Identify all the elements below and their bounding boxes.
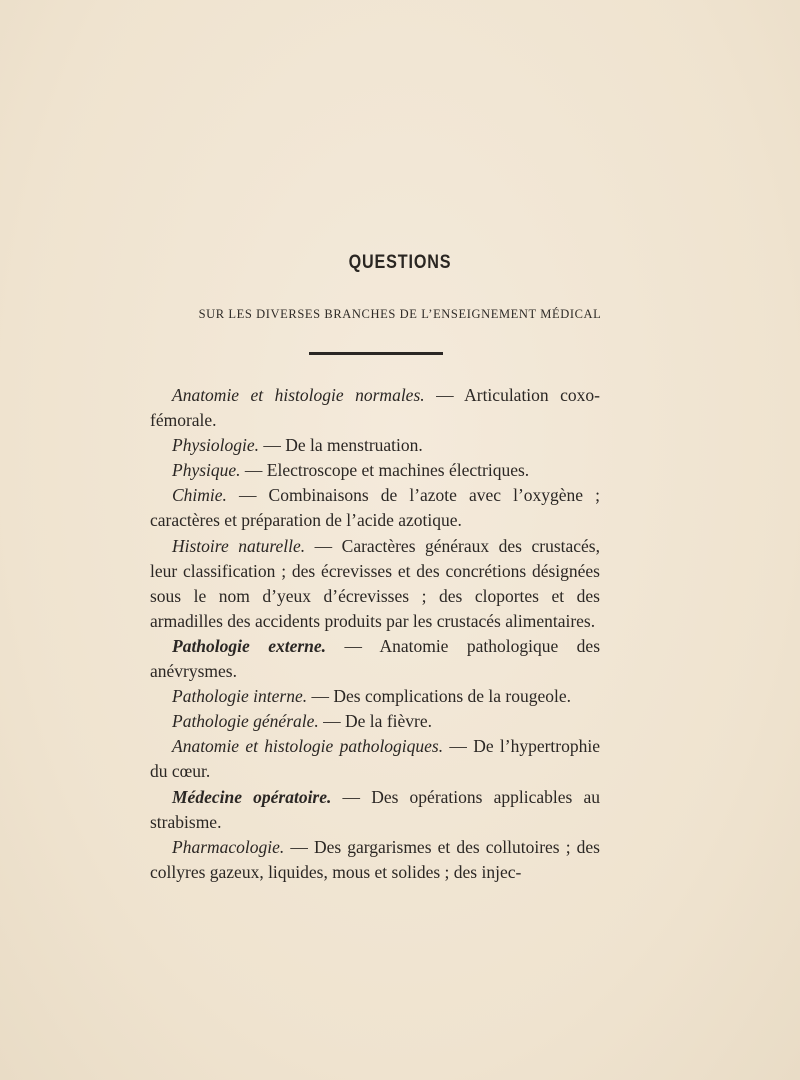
entry-heading: Pathologie externe. bbox=[172, 635, 327, 656]
entry-heading: Médecine opératoire. bbox=[172, 786, 332, 807]
entry-heading: Physiologie. bbox=[172, 435, 259, 456]
entry-text: — Des opérations applicables au strabisme. bbox=[150, 786, 600, 832]
entry-text: — Des gargarismes et des collutoires ; des collyres gazeux, liquides, mous et solides ; des injec- bbox=[150, 836, 600, 882]
entry-heading: Anatomie et histologie pathologiques. bbox=[172, 736, 444, 757]
question-entry bbox=[150, 534, 600, 634]
entry-heading: Pharmacologie. bbox=[172, 836, 285, 857]
entry-text: — De la fièvre. bbox=[318, 711, 432, 732]
question-entry bbox=[150, 458, 600, 483]
question-entry bbox=[150, 483, 600, 533]
entry-text: — Combinaisons de l’azote avec l’oxygène ; caractères et préparation de l’acide azotique. bbox=[150, 485, 600, 531]
entry-text: — Des complications de la rougeole. bbox=[307, 686, 572, 707]
question-entry bbox=[150, 785, 600, 835]
entry-heading: Pathologie interne. bbox=[172, 686, 308, 707]
page-subtitle: SUR LES DIVERSES BRANCHES DE L’ENSEIGNEMENT MÉDICAL bbox=[198, 307, 602, 321]
questions-body bbox=[150, 383, 600, 885]
entry-text: — De l’hypertrophie du cœur. bbox=[150, 736, 600, 782]
entry-heading: Physique. bbox=[172, 460, 241, 481]
entry-text: — De la menstruation. bbox=[259, 435, 423, 456]
entry-heading: Anatomie et histologie normales. bbox=[172, 385, 425, 405]
page-title: QUESTIONS bbox=[348, 252, 452, 273]
entry-heading: Pathologie générale. bbox=[172, 711, 319, 732]
question-entry bbox=[150, 709, 600, 734]
question-entry bbox=[150, 734, 600, 784]
entry-text: — Articulation coxo-fémorale. bbox=[150, 385, 600, 431]
entry-text: — Anatomie pathologique des anévrysmes. bbox=[150, 635, 601, 682]
question-entry bbox=[150, 835, 600, 885]
entry-heading: Histoire naturelle. bbox=[172, 535, 306, 556]
question-entry bbox=[150, 433, 600, 458]
entry-heading: Chimie. bbox=[172, 485, 227, 506]
question-entry bbox=[150, 634, 600, 684]
question-entry bbox=[150, 684, 600, 709]
question-entry bbox=[150, 383, 600, 433]
title-rule bbox=[309, 352, 443, 355]
entry-text: — Caractères généraux des crustacés, leur classification ; des écrevisses et des concrétions désignées sous le nom d’yeux d’écrevisses ; des cloportes et des armadilles des accidents produits par les crustacés alimentaires. bbox=[150, 535, 600, 631]
entry-text: — Electroscope et machines électriques. bbox=[240, 460, 530, 481]
